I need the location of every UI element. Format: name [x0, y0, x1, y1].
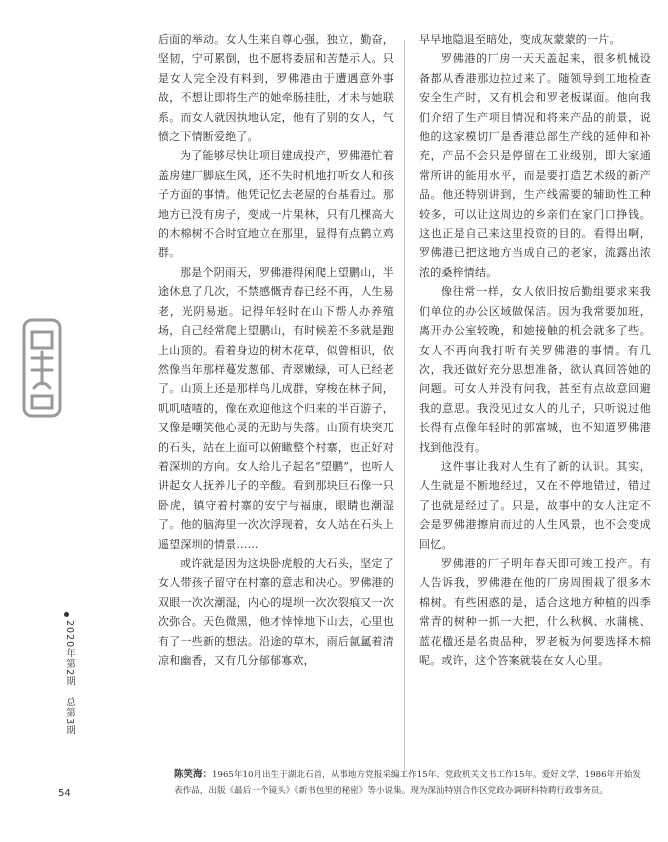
- right-paragraph-5: 罗佛港的厂子明年春天即可竣工投产。有人告诉我，罗佛港在他的厂房周围栽了很多木棉树。有些困惑的是，适合这地方种植的四季常青的树种一抓一大把，什么秋枫、水蒲桃、蓝花楹还是名贵品种，罗老板为何要选择木棉呢。或许，这个答案就装在女人心里。: [419, 556, 651, 667]
- right-paragraph-2: 罗佛港的厂房一天天盖起来，很多机械设备都从香港那边拉过来了。随领导到工地检查安全生产时，又有机会和罗老板谋面。他向我们介绍了生产项目情况和将来产品的前景，说他的这家模切厂是香港总部生产线的延伸和补充，产品不会只是停留在工业级别，即大家通常所讲的能用水平，而是要打造艺术级的新产品。他还特别讲到，生产线需要的辅助性工种较多，可以让这周边的乡亲们在家门口挣钱。这也正是自己来这里投资的目的。看得出啊，罗佛港已把这地方当成自己的老家，流露出浓浓的桑梓情结。: [419, 52, 651, 279]
- right-paragraph-4: 这件事让我对人生有了新的认识。其实，人生就是不断地经过，又在不停地错过，错过了也就是经过了。只是，故事中的女人注定不会是罗佛港擦肩而过的人生风景，也不会变成回忆。: [419, 459, 651, 551]
- column-divider: [404, 40, 405, 778]
- left-column: [158, 30, 394, 670]
- right-paragraph-1: 早早地隐退至暗处，变成灰蒙蒙的一片。: [419, 33, 621, 46]
- left-paragraph-1: 后面的举动。女人生来自尊心强，独立，勤奋，坚韧，宁可累倒，也不愿将委屈和苦楚示人。只是女人完全没有料到，罗佛港由于遭遇意外事故，不想让即将生产的她牵肠挂肚，才未与她联系。而女人就因执地认定，他有了别的女人，气愤之下情断爱绝了。: [158, 33, 394, 144]
- side-label-dot: [64, 612, 69, 617]
- author-bio-text: 1965年10月出生于湖北石首，从事地方党报采编工作15年、党政机关文书工作15年。爱好文学，1986年开始发表作品，出版《最后一个镜头》《新书包里的秘密》等小说集。现为深汕特别合作区党政办调研科特聘行政事务员。: [174, 770, 641, 796]
- right-column: [419, 30, 651, 670]
- author-bio: [174, 767, 644, 799]
- left-paragraph-4: 或许就是因为这块卧虎般的大石头，坚定了女人带孩子留守在村寨的意志和决心。罗佛港的双眼一次次潮湿，内心的堤坝一次次裂痕又一次次弥合。天色微黑，他才悻悻地下山去，心里也有了一些新的想法。沿途的草木，雨后氤氲着清凉和幽香，又有几分郁郁寡欢，: [158, 556, 394, 667]
- left-paragraph-3: 那是个阴雨天，罗佛港得闲爬上望鹏山，半途休息了几次，不禁感慨青春已经不再，人生易老，光阴易逝。记得年轻时在山下帮人办养殖场，自己经常爬上望鹏山，有时候差不多就是跑上山顶的。看着身边的树木花草，似曾相识，依然像当年那样蔓发葱郁、青翠嫩绿，可人已经老了。山顶上还是那样鸟儿成群，穿梭在林子间，叽叽喳喳的，像在欢迎他这个归来的半百游子，又像是嘲笑他心灵的无助与失落。山顶有块突兀的石头，站在上面可以俯瞰整个村寨，也正好对着深圳的方向。女人给儿子起名“望鹏”，也听人讲起女人抚养儿子的辛酸。看到那块巨石像一只卧虎，镇守着村寨的安宁与福康，眼睛也潮湿了。他的脑海里一次次浮现着，女人站在石头上遥望深圳的情景……: [158, 265, 394, 551]
- left-paragraph-2: 为了能够尽快让项目建成投产，罗佛港忙着盖房建厂脚底生风，还不失时机地打听女人和孩子方面的事情。他凭记忆去老屋的台基看过。那地方已没有房子，变成一片果林，只有几棵高大的木棉树不合时宜地立在那里，显得有点鹤立鸡群。: [158, 149, 394, 260]
- right-paragraph-3: 像往常一样，女人依旧按后勤组要求来我们单位的办公区域做保洁。因为我常要加班，离开办公室较晚，和她接触的机会就多了些。女人不再向我打听有关罗佛港的事情。有几次，我还做好充分思想准备，欲认真回答她的问题。可女人并没有问我，甚至有点故意回避我的意思。我没见过女人的儿子，只听说过他长得有点像年轻时的郭富城，也不知道罗佛港找到他没有。: [419, 285, 651, 454]
- seal-stamp-icon: [22, 318, 62, 418]
- page-number: 54: [58, 788, 71, 799]
- author-name: 陈笑海：: [174, 769, 213, 780]
- issue-label: 2020年第2期 总第3期: [64, 620, 75, 736]
